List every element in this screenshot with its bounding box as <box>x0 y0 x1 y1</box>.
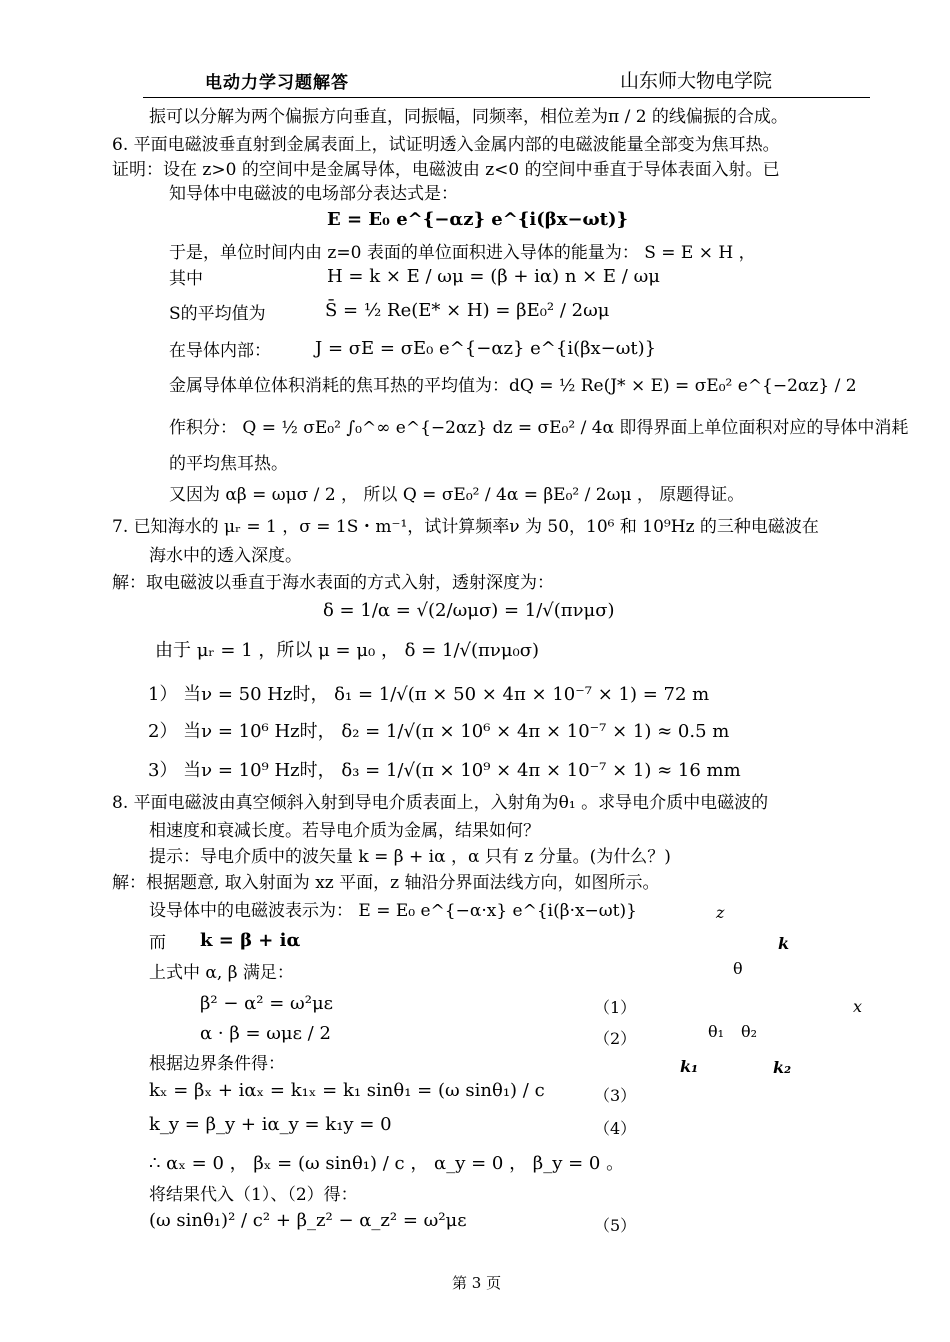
equation: E = E₀ e^{−αz} e^{i(βx−ωt)} <box>327 209 629 230</box>
text-line: 解：取电磁波以垂直于海水表面的方式入射，透射深度为： <box>112 573 554 593</box>
text-line: 海水中的透入深度。 <box>149 546 302 566</box>
equation: α · β = ωμε / 2 <box>200 1023 331 1044</box>
header-rule <box>143 97 870 98</box>
text-line: 而 <box>149 933 166 953</box>
text-line: 金属导体单位体积消耗的焦耳热的平均值为：dQ = ½ Re(J* × E) = σE₀² e^{−2αz} / 2 <box>169 376 857 396</box>
text-line: 知导体中电磁波的电场部分表达式是： <box>169 184 458 204</box>
text-line: 其中 <box>169 269 203 289</box>
equation: ∴ αₓ = 0 ， βₓ = (ω sinθ₁) / c ， α_y = 0 ， β_y = 0 。 <box>149 1153 625 1174</box>
equation-number: （3） <box>594 1086 637 1105</box>
equation: 3） 当ν = 10⁹ Hz时， δ₃ = 1/√(π × 10⁹ × 4π × 10⁻⁷ × 1) ≈ 16 mm <box>148 760 741 781</box>
equation: 1） 当ν = 50 Hz时， δ₁ = 1/√(π × 50 × 4π × 10⁻⁷ × 1) = 72 m <box>148 684 710 705</box>
text-line: 又因为 αβ = ωμσ / 2 ， 所以 Q = σE₀² / 4α = βE₀² / 2ωμ ， 原题得证。 <box>169 485 745 505</box>
page-header-title: 电动力学习题解答 <box>205 73 349 93</box>
equation-number: （1） <box>594 998 637 1017</box>
text-line: 上式中 α, β 满足： <box>149 963 294 983</box>
equation-number: （5） <box>594 1216 637 1235</box>
text-line: 设导体中的电磁波表示为： E = E₀ e^{−α·x} e^{i(β·x−ωt)} <box>149 901 637 921</box>
text-line: 作积分： Q = ½ σE₀² ∫₀^∞ e^{−2αz} dz = σE₀² / 4α 即得界面上单位面积对应的导体中消耗 <box>169 418 909 438</box>
problem-8-statement: 8. 平面电磁波由真空倾斜入射到导电介质表面上，入射角为θ₁ 。求导电介质中电磁波的 <box>112 793 769 813</box>
figure-label-theta2: θ₂ <box>741 1022 758 1041</box>
text-line: 相速度和衰减长度。若导电介质为金属，结果如何？ <box>149 821 540 841</box>
figure-label-theta: θ <box>733 959 743 978</box>
text-line: 的平均焦耳热。 <box>169 454 288 474</box>
text-line: 解：根据题意, 取入射面为 xz 平面，z 轴沿分界面法线方向，如图所示。 <box>112 873 660 893</box>
text-line: 于是，单位时间内由 z=0 表面的单位面积进入导体的能量为： S = E × H ， <box>169 243 756 263</box>
text-line: 证明：设在 z>0 的空间中是金属导体，电磁波由 z<0 的空间中垂直于导体表面入射。已 <box>112 160 780 180</box>
figure-label-k: k <box>778 934 790 953</box>
text-line: 提示：导电介质中的波矢量 k = β + iα ，α 只有 z 分量。(为什么？) <box>149 847 671 867</box>
equation: J = σE = σE₀ e^{−αz} e^{i(βx−ωt)} <box>315 338 657 359</box>
equation: k = β + iα <box>200 930 301 951</box>
equation: S̄ = ½ Re(E* × H) = βE₀² / 2ωμ <box>325 300 610 321</box>
figure-label-theta1: θ₁ <box>708 1022 725 1041</box>
figure-label-k2: k₂ <box>773 1058 792 1077</box>
equation-number: （2） <box>594 1029 637 1048</box>
page-footer: 第 3 页 <box>452 1274 502 1292</box>
equation: 由于 μᵣ = 1 ，所以 μ = μ₀ ， δ = 1/√(πνμ₀σ) <box>155 640 540 661</box>
text-line: 根据边界条件得： <box>149 1054 285 1074</box>
equation: (ω sinθ₁)² / c² + β_z² − α_z² = ω²με <box>149 1210 467 1231</box>
text-line: 将结果代入（1）、（2）得： <box>149 1185 358 1205</box>
equation: kₓ = βₓ + iαₓ = k₁ₓ = k₁ sinθ₁ = (ω sinθ₁) / c <box>149 1080 545 1101</box>
equation: β² − α² = ω²με <box>200 993 333 1014</box>
text-line: 振可以分解为两个偏振方向垂直，同振幅，同频率，相位差为π / 2 的线偏振的合成。 <box>149 107 788 127</box>
problem-6-statement: 6. 平面电磁波垂直射到金属表面上，试证明透入金属内部的电磁波能量全部变为焦耳热。 <box>112 135 780 155</box>
figure-label-x: x <box>853 997 863 1016</box>
figure-label-k1: k₁ <box>680 1057 699 1076</box>
text-line: 在导体内部： <box>169 341 271 361</box>
text-line: S的平均值为 <box>169 304 266 324</box>
problem-7-statement: 7. 已知海水的 μᵣ = 1 ，σ = 1S・m⁻¹，试计算频率ν 为 50，10⁶ 和 10⁹Hz 的三种电磁波在 <box>112 517 819 537</box>
equation: 2） 当ν = 10⁶ Hz时， δ₂ = 1/√(π × 10⁶ × 4π × 10⁻⁷ × 1) ≈ 0.5 m <box>148 721 730 742</box>
equation: δ = 1/α = √(2/ωμσ) = 1/√(πνμσ) <box>323 600 615 621</box>
figure-label-z: z <box>716 903 725 922</box>
equation: H = k × E / ωμ = (β + iα) n × E / ωμ <box>327 266 660 287</box>
equation: k_y = β_y + iα_y = k₁y = 0 <box>149 1114 392 1135</box>
page-header-affiliation: 山东师大物电学院 <box>620 70 773 92</box>
equation-number: （4） <box>594 1119 637 1138</box>
